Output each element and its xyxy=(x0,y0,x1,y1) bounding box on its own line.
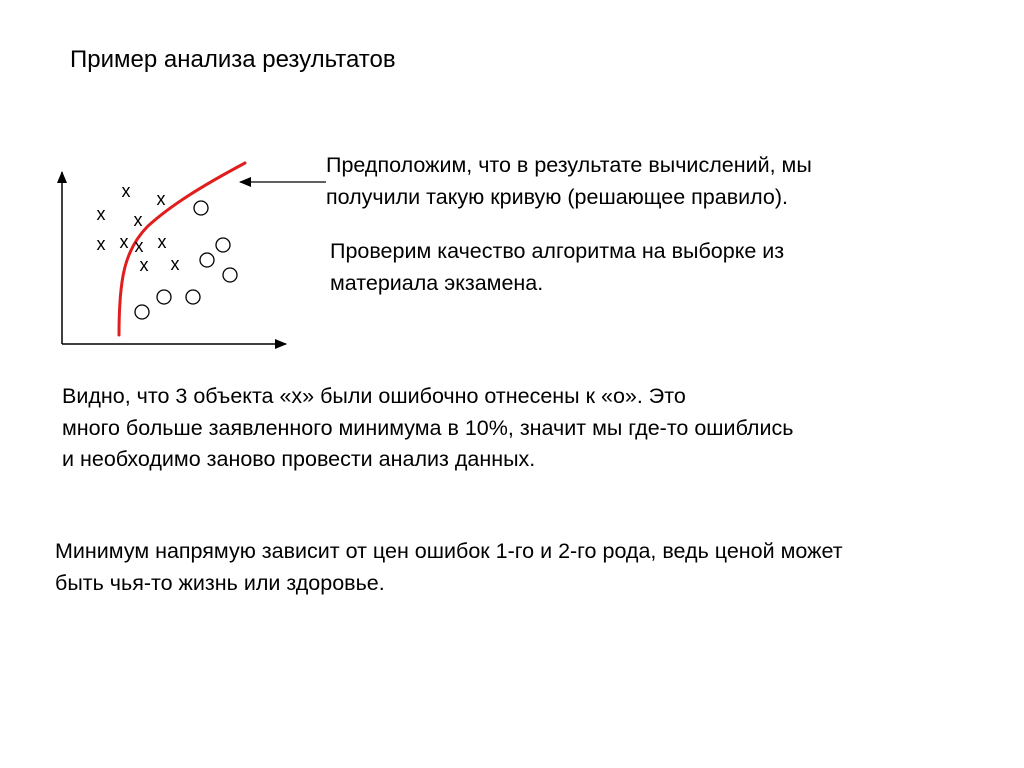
marker-x: x xyxy=(133,210,143,230)
marker-o xyxy=(223,268,237,282)
conclusion-line: и необходимо заново провести анализ данных. xyxy=(62,447,536,471)
suppose-line: получили такую кривую (решающее правило). xyxy=(326,184,788,209)
suppose-paragraph xyxy=(326,150,812,213)
marker-x: x xyxy=(96,234,106,254)
marker-x: x xyxy=(157,232,167,252)
marker-x: x xyxy=(121,181,131,201)
decision-rule-figure xyxy=(40,150,340,360)
marker-x: x xyxy=(96,204,106,224)
check-line: Проверим качество алгоритма на выборке из xyxy=(330,239,785,263)
marker-o xyxy=(216,238,230,252)
marker-x: x xyxy=(139,255,149,275)
marker-o xyxy=(135,305,149,319)
conclusion-line: Видно, что 3 объекта «x» были ошибочно отнесены к «o». Это xyxy=(62,384,686,408)
marker-x: x xyxy=(134,236,144,256)
check-paragraph xyxy=(330,236,784,299)
minimum-line: Минимум напрямую зависит от цен ошибок 1-го и 2-го рода, ведь ценой может xyxy=(55,539,843,563)
marker-o xyxy=(200,253,214,267)
slide-title: Пример анализа результатов xyxy=(70,46,396,73)
marker-o xyxy=(186,290,200,304)
decision-rule-svg xyxy=(40,150,340,360)
minimum-line: быть чья-то жизнь или здоровье. xyxy=(55,570,385,595)
check-line: материала экзамена. xyxy=(330,270,544,295)
marker-x: x xyxy=(156,189,166,209)
marker-x: x xyxy=(119,232,129,252)
minimum-paragraph xyxy=(55,536,843,599)
suppose-line: Предположим, что в результате вычислений, мы xyxy=(326,153,812,177)
marker-x: x xyxy=(170,254,180,274)
marker-o xyxy=(194,201,208,215)
conclusion-paragraph xyxy=(62,381,793,476)
marker-o xyxy=(157,290,171,304)
conclusion-line: много больше заявленного минимума в 10%, значит мы где-то ошиблись xyxy=(62,415,794,440)
